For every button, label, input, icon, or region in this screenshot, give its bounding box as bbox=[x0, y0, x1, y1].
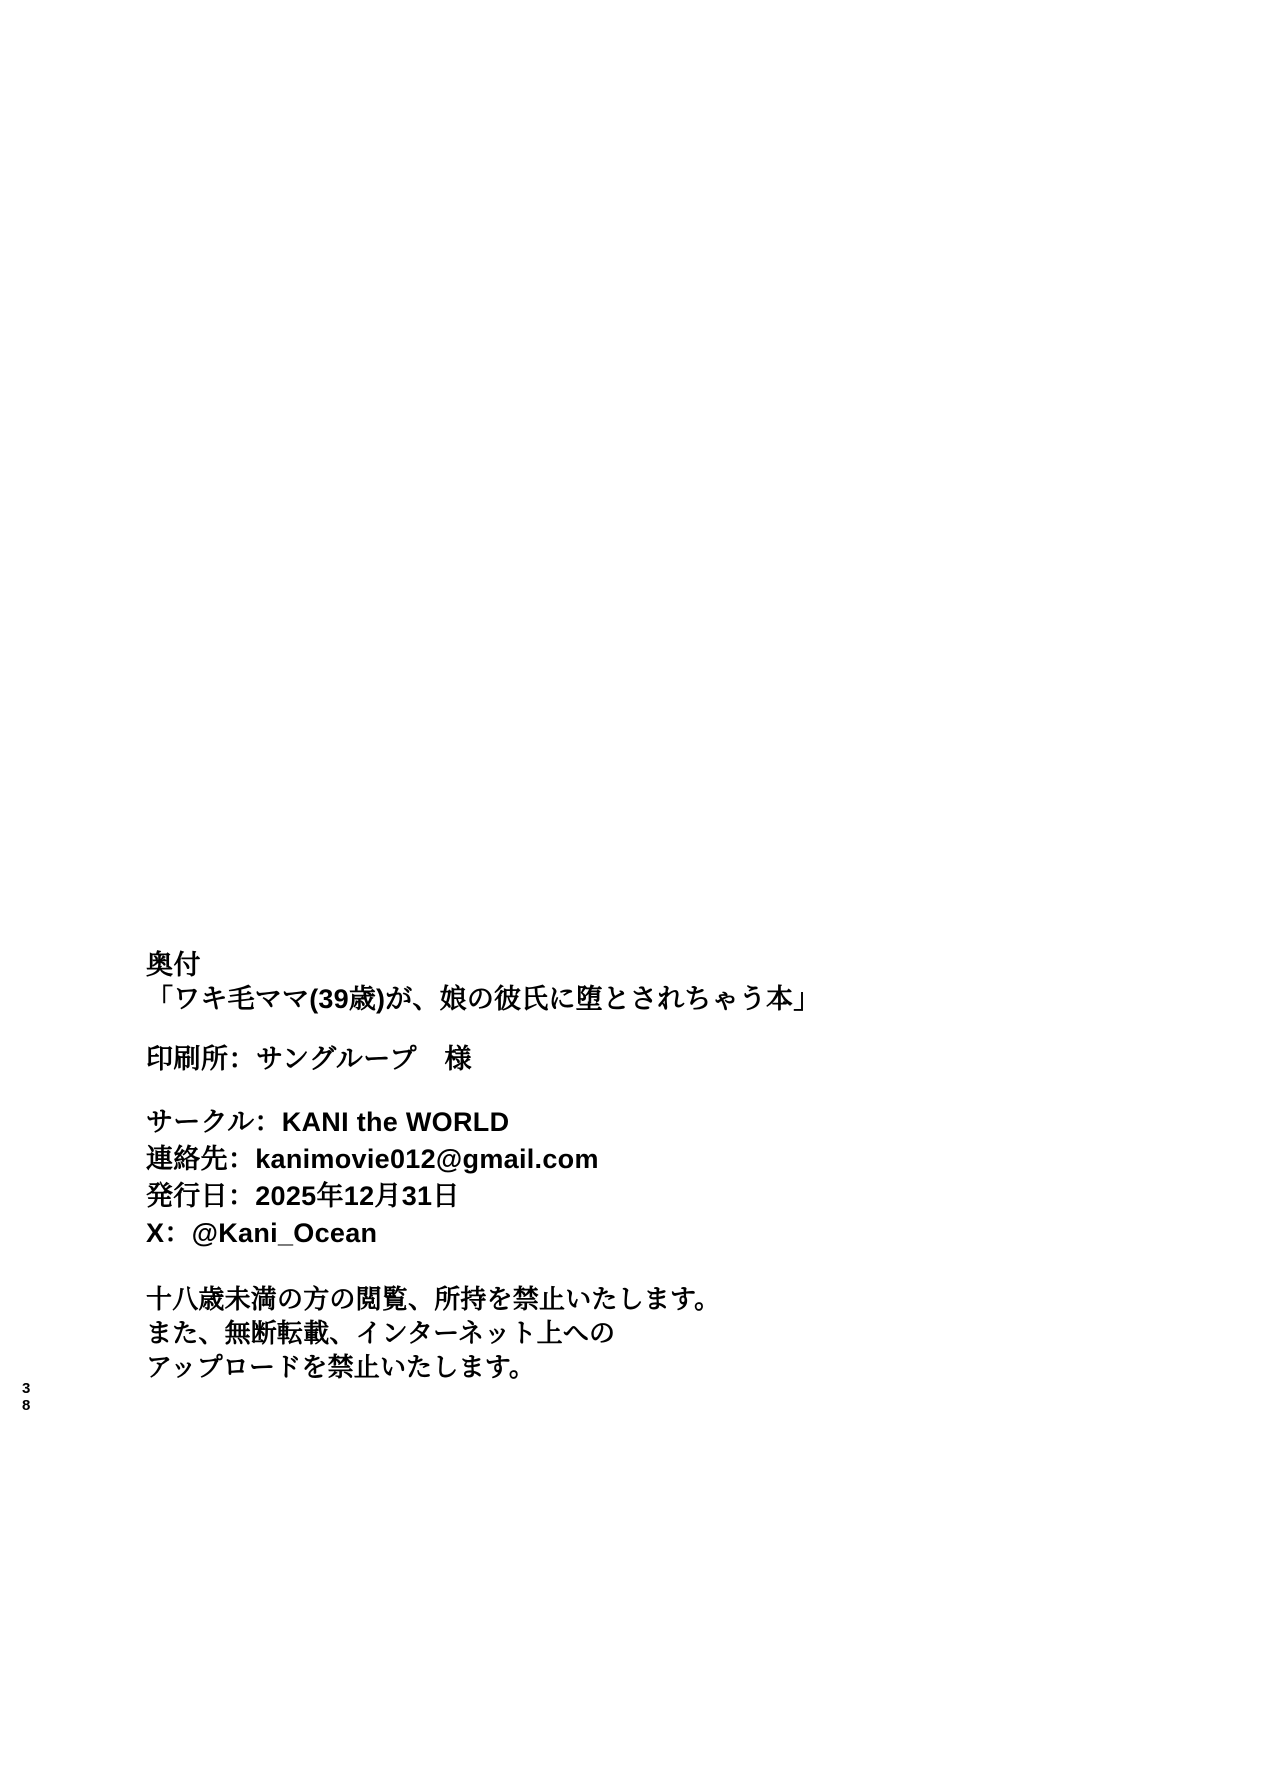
notice-line-1: 十八歳未満の方の閲覧、所持を禁止いたします。 bbox=[146, 1284, 721, 1314]
page-number bbox=[22, 1380, 30, 1414]
colophon-detail-x: X：@Kani_Ocean bbox=[146, 1218, 378, 1248]
spacer-after-printer bbox=[146, 1076, 1146, 1104]
colophon-notice bbox=[146, 1282, 1146, 1384]
notice-line-3: アップロードを禁止いたします。 bbox=[146, 1352, 536, 1382]
colophon-details bbox=[146, 1104, 1146, 1252]
colophon-title: 「ワキ毛ママ(39歳)が、娘の彼氏に堕とされちゃう本」 bbox=[146, 984, 821, 1014]
colophon-heading: 奥付 bbox=[146, 950, 201, 980]
page-number-digit-1: 3 bbox=[22, 1380, 31, 1397]
colophon-detail-circle: サークル：KANI the WORLD bbox=[146, 1107, 510, 1137]
colophon-detail-contact: 連絡先：kanimovie012@gmail.com bbox=[146, 1144, 599, 1174]
colophon-printer: 印刷所：サングループ 様 bbox=[146, 1044, 472, 1074]
spacer-after-title bbox=[146, 1016, 1146, 1042]
page-number-digit-2: 8 bbox=[22, 1397, 31, 1414]
spacer-after-details bbox=[146, 1252, 1146, 1282]
colophon-detail-date: 発行日：2025年12月31日 bbox=[146, 1181, 460, 1211]
colophon-block bbox=[146, 948, 1146, 1384]
notice-line-2: また、無断転載、インターネット上への bbox=[146, 1318, 616, 1348]
